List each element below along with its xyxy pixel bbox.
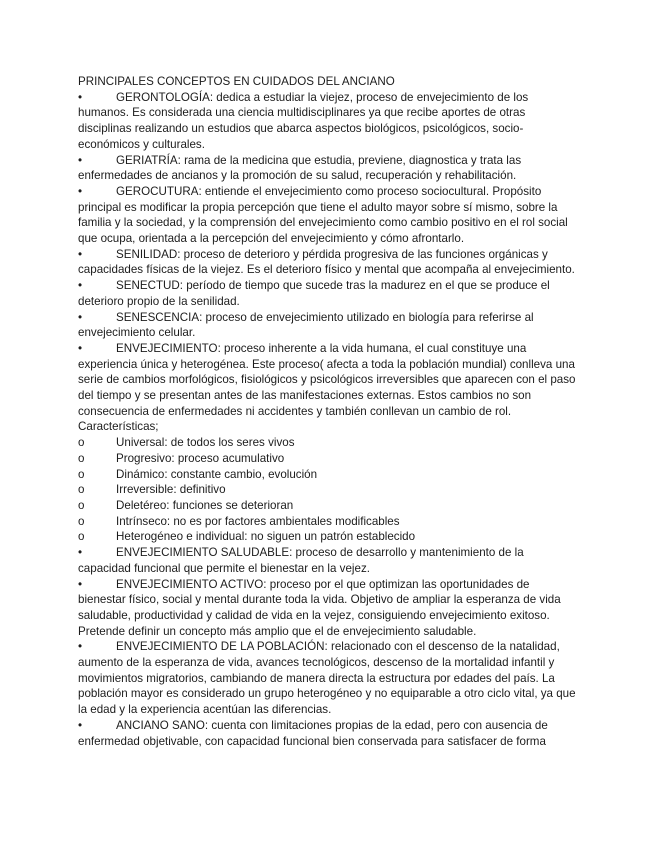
bullet-icon: • [78,247,83,261]
bullet-icon: • [78,640,83,654]
characteristic-text: Deletéreo: funciones se deterioran [116,498,294,512]
characteristic-item [78,435,578,451]
sub-bullet-icon: o [78,498,85,512]
document-title: PRINCIPALES CONCEPTOS EN CUIDADOS DEL ANCIANO [78,75,395,88]
paragraph-senectud [78,278,578,309]
paragraph-text: SENECTUD: período de tiempo que sucede tras la madurez en el que se produce el deterioro propio de la senilidad. [78,279,550,308]
characteristic-item [78,498,578,514]
paragraph-text: GEROCUTURA: entiende el envejecimiento como proceso sociocultural. Propósito principal es modificar la propia percepción que tiene el adulto mayor sobre sí mismo, sobre la familia y la sociedad, y la comprensión del envejecimiento como cambio positivo en el rol social que ocupa, orientada a la percepción del envejecimiento y cómo afrontarlo. [78,184,568,246]
bullet-icon: • [78,279,83,293]
paragraph-text: ENVEJECIMIENTO ACTIVO: proceso por el que optimizan las oportunidades de bienestar físico, social y mental durante toda la vida. Objetivo de ampliar la esperanza de vida saludable, productividad y calidad de vida en la vejez, consiguiendo envejecimiento exitoso. Pretende definir un concepto más amplio que el de envejecimiento saludable. [78,577,561,638]
bullet-icon: • [78,718,83,732]
paragraph-text: SENILIDAD: proceso de deterioro y pérdida progresiva de las funciones orgánicas y capacidades físicas de la viejez. Es el deterioro físico y mental que acompaña al envejecimiento. [78,247,575,277]
characteristic-text: Progresivo: proceso acumulativo [116,451,285,465]
paragraph-text: ENVEJECIMIENTO DE LA POBLACIÓN: relacionado con el descenso de la natalidad, aumento de la esperanza de vida, avances tecnológicos, descenso de la mortalidad infantil y movimientos migratorios, cambiando de manera directa la estructura por edades del país. La población mayor es considerado un grupo heterogéneo y no equiparable a otro ciclo vital, ya que la edad y la experiencia acentúan las diferencias. [78,640,576,717]
paragraph-senilidad [78,247,578,278]
paragraph-text: ANCIANO SANO: cuenta con limitaciones propias de la edad, pero con ausencia de enfermedad objetivable, con capacidad funcional bien conservada para satisfacer de forma [78,718,548,748]
paragraph-anciano-sano [78,718,578,749]
paragraph-text: ENVEJECIMIENTO SALUDABLE: proceso de desarrollo y mantenimiento de la capacidad funcional que permite el bienestar en la vejez. [78,546,524,575]
characteristic-text: Dinámico: constante cambio, evolución [116,467,318,481]
characteristic-text: Irreversible: definitivo [116,483,226,497]
sub-bullet-icon: o [78,467,85,481]
characteristic-item [78,529,578,545]
bullet-icon: • [78,90,83,104]
characteristic-text: Intrínseco: no es por factores ambientales modificables [116,514,400,528]
characteristic-item [78,451,578,467]
characteristic-item [78,482,578,498]
bullet-icon: • [78,341,83,355]
paragraph-envejecimiento-saludable [78,545,578,576]
characteristic-text: Heterogéneo e individual: no siguen un patrón establecido [116,530,416,544]
paragraph-envejecimiento [78,341,578,420]
paragraph-text: SENESCENCIA: proceso de envejecimiento utilizado en biología para referirse al envejecimiento celular. [78,310,534,340]
sub-bullet-icon: o [78,514,85,528]
paragraph-gerocutura [78,184,578,247]
bullet-icon: • [78,577,83,591]
paragraph-geriatria [78,153,578,184]
characteristics-label: Características; [78,420,159,434]
paragraph-text: GERONTOLOGÍA: dedica a estudiar la viejez, proceso de envejecimiento de los humanos. Es considerada una ciencia multidisciplinares ya que recibe aportes de otras disciplinas realizando un estudios que abarca aspectos biológicos, psicológicos, socio-económicos y culturales. [78,90,529,151]
sub-bullet-icon: o [78,483,85,497]
bullet-icon: • [78,310,83,324]
paragraph-envejecimiento-activo [78,577,578,640]
document-page [78,74,578,749]
bullet-icon: • [78,546,83,560]
sub-bullet-icon: o [78,436,85,450]
bullet-icon: • [78,184,83,198]
characteristic-item [78,467,578,483]
characteristic-item [78,514,578,530]
characteristic-text: Universal: de todos los seres vivos [116,436,295,450]
paragraph-text: ENVEJECIMIENTO: proceso inherente a la vida humana, el cual constituye una experiencia única y heterogénea. Este proceso( afecta a toda la población mundial) conlleva una serie de cambios morfológicos, fisiológicos y psicológicos irreversibles que aparecen con el paso del tiempo y se presentan antes de las manifestaciones externas. Estos cambios no son consecuencia de enfermedades ni accidentes y también conllevan un cambio de rol. [78,341,576,418]
paragraph-gerontologia [78,90,578,153]
paragraph-senescencia [78,310,578,341]
paragraph-envejecimiento-poblacion [78,639,578,718]
bullet-icon: • [78,153,83,167]
sub-bullet-icon: o [78,451,85,465]
paragraph-text: GERIATRÍA: rama de la medicina que estudia, previene, diagnostica y trata las enfermedades de ancianos y la promoción de su salud, recuperación y rehabilitación. [78,153,522,183]
sub-bullet-icon: o [78,530,85,544]
